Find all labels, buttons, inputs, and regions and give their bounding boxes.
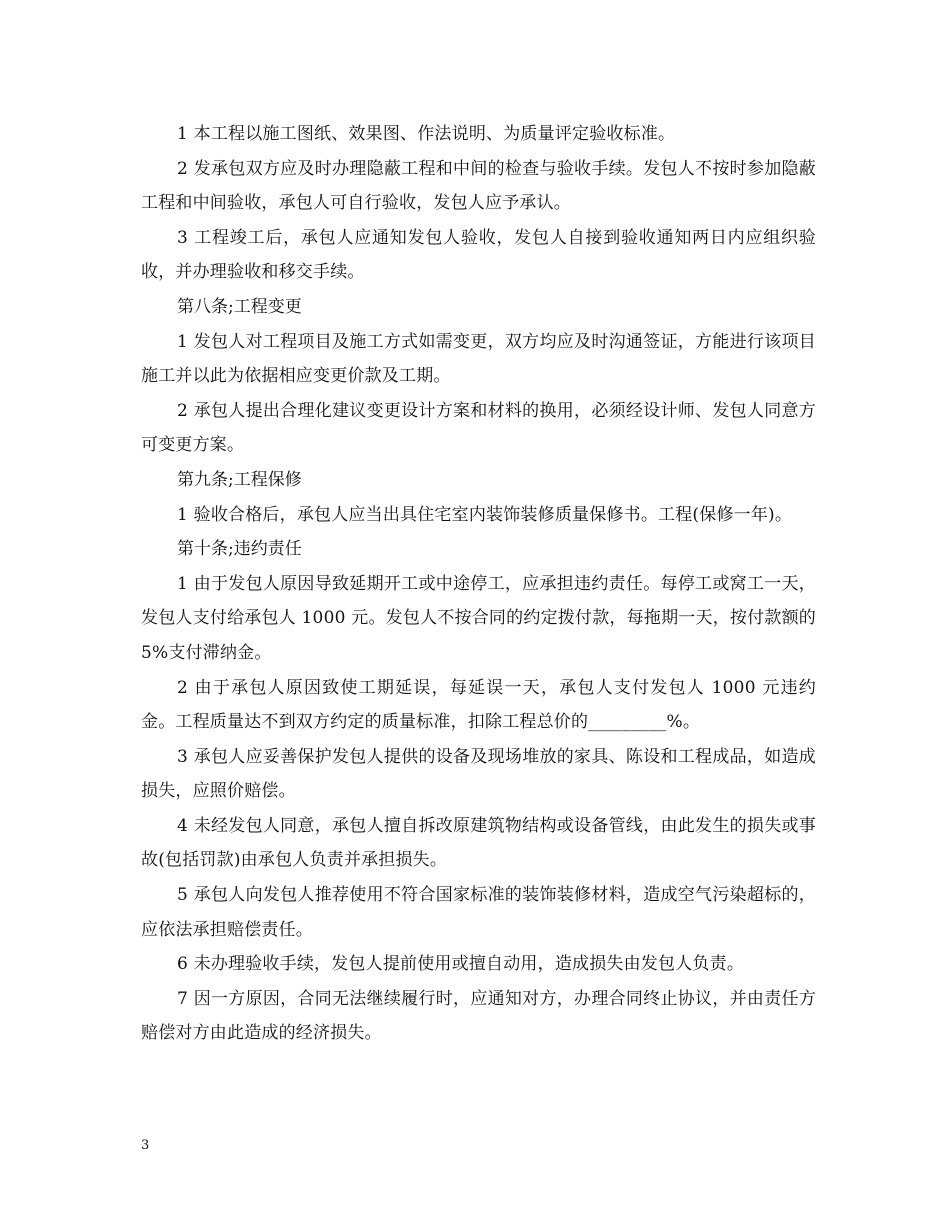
paragraph-warranty: 1 验收合格后，承包人应当出具住宅室内装饰装修质量保修书。工程(保修一年)。 — [177, 504, 793, 525]
paragraph-protect-property: 3 承包人应妥善保护发包人提供的设备及现场堆放的家具、陈设和工程成品，如造成损失，应照价赔偿。 — [141, 746, 816, 802]
paragraph-employer-delay: 1 由于发包人原因导致延期开工或中途停工，应承担违约责任。每停工或窝工一天，发包人支付给承包人 1000 元。发包人不按合同的约定拨付款，每拖期一天，按付款额的 5%支付滞纳金。 — [141, 573, 816, 663]
paragraph-early-use: 6 未办理验收手续，发包人提前使用或擅自动用，造成损失由发包人负责。 — [177, 954, 745, 975]
paragraph-change-by-contractor: 2 承包人提出合理化建议变更设计方案和材料的换用，必须经设计师、发包人同意方可变更方案。 — [141, 400, 816, 456]
paragraph-termination: 7 因一方原因，合同无法继续履行时，应通知对方，办理合同终止协议，并由责任方赔偿对方由此造成的经济损失。 — [141, 988, 816, 1044]
paragraph-nonstandard-materials: 5 承包人向发包人推荐使用不符合国家标准的装饰装修材料，造成空气污染超标的，应依法承担赔偿责任。 — [141, 885, 816, 940]
article-10-heading: 第十条;违约责任 — [177, 539, 302, 560]
paragraph-unauthorized-alteration: 4 未经发包人同意，承包人擅自拆改原建筑物结构或设备管线，由此发生的损失或事故(包括罚款)由承包人负责并承担损失。 — [141, 815, 816, 871]
paragraph-concealed-work-inspection: 2 发承包双方应及时办理隐蔽工程和中间的检查与验收手续。发包人不按时参加隐蔽工程和中间验收，承包人可自行验收，发包人应予承认。 — [141, 158, 816, 214]
article-9-heading: 第九条;工程保修 — [177, 469, 302, 490]
paragraph-contractor-delay: 2 由于承包人原因致使工期延误，每延误一天，承包人支付发包人 1000 元违约金。工程质量达不到双方约定的质量标准，扣除工程总价的_________%。 — [141, 677, 816, 733]
paragraph-acceptance-standard: 1 本工程以施工图纸、效果图、作法说明、为质量评定验收标准。 — [177, 124, 676, 144]
page-number: 3 — [141, 1138, 150, 1153]
paragraph-change-by-employer: 1 发包人对工程项目及施工方式如需变更，双方均应及时沟通签证，方能进行该项目施工并以此为依据相应变更价款及工期。 — [141, 331, 816, 387]
paragraph-completion-acceptance: 3 工程竣工后，承包人应通知发包人验收，发包人自接到验收通知两日内应组织验收，并办理验收和移交手续。 — [141, 227, 816, 283]
article-8-heading: 第八条;工程变更 — [177, 296, 302, 317]
document-body — [141, 117, 816, 1051]
